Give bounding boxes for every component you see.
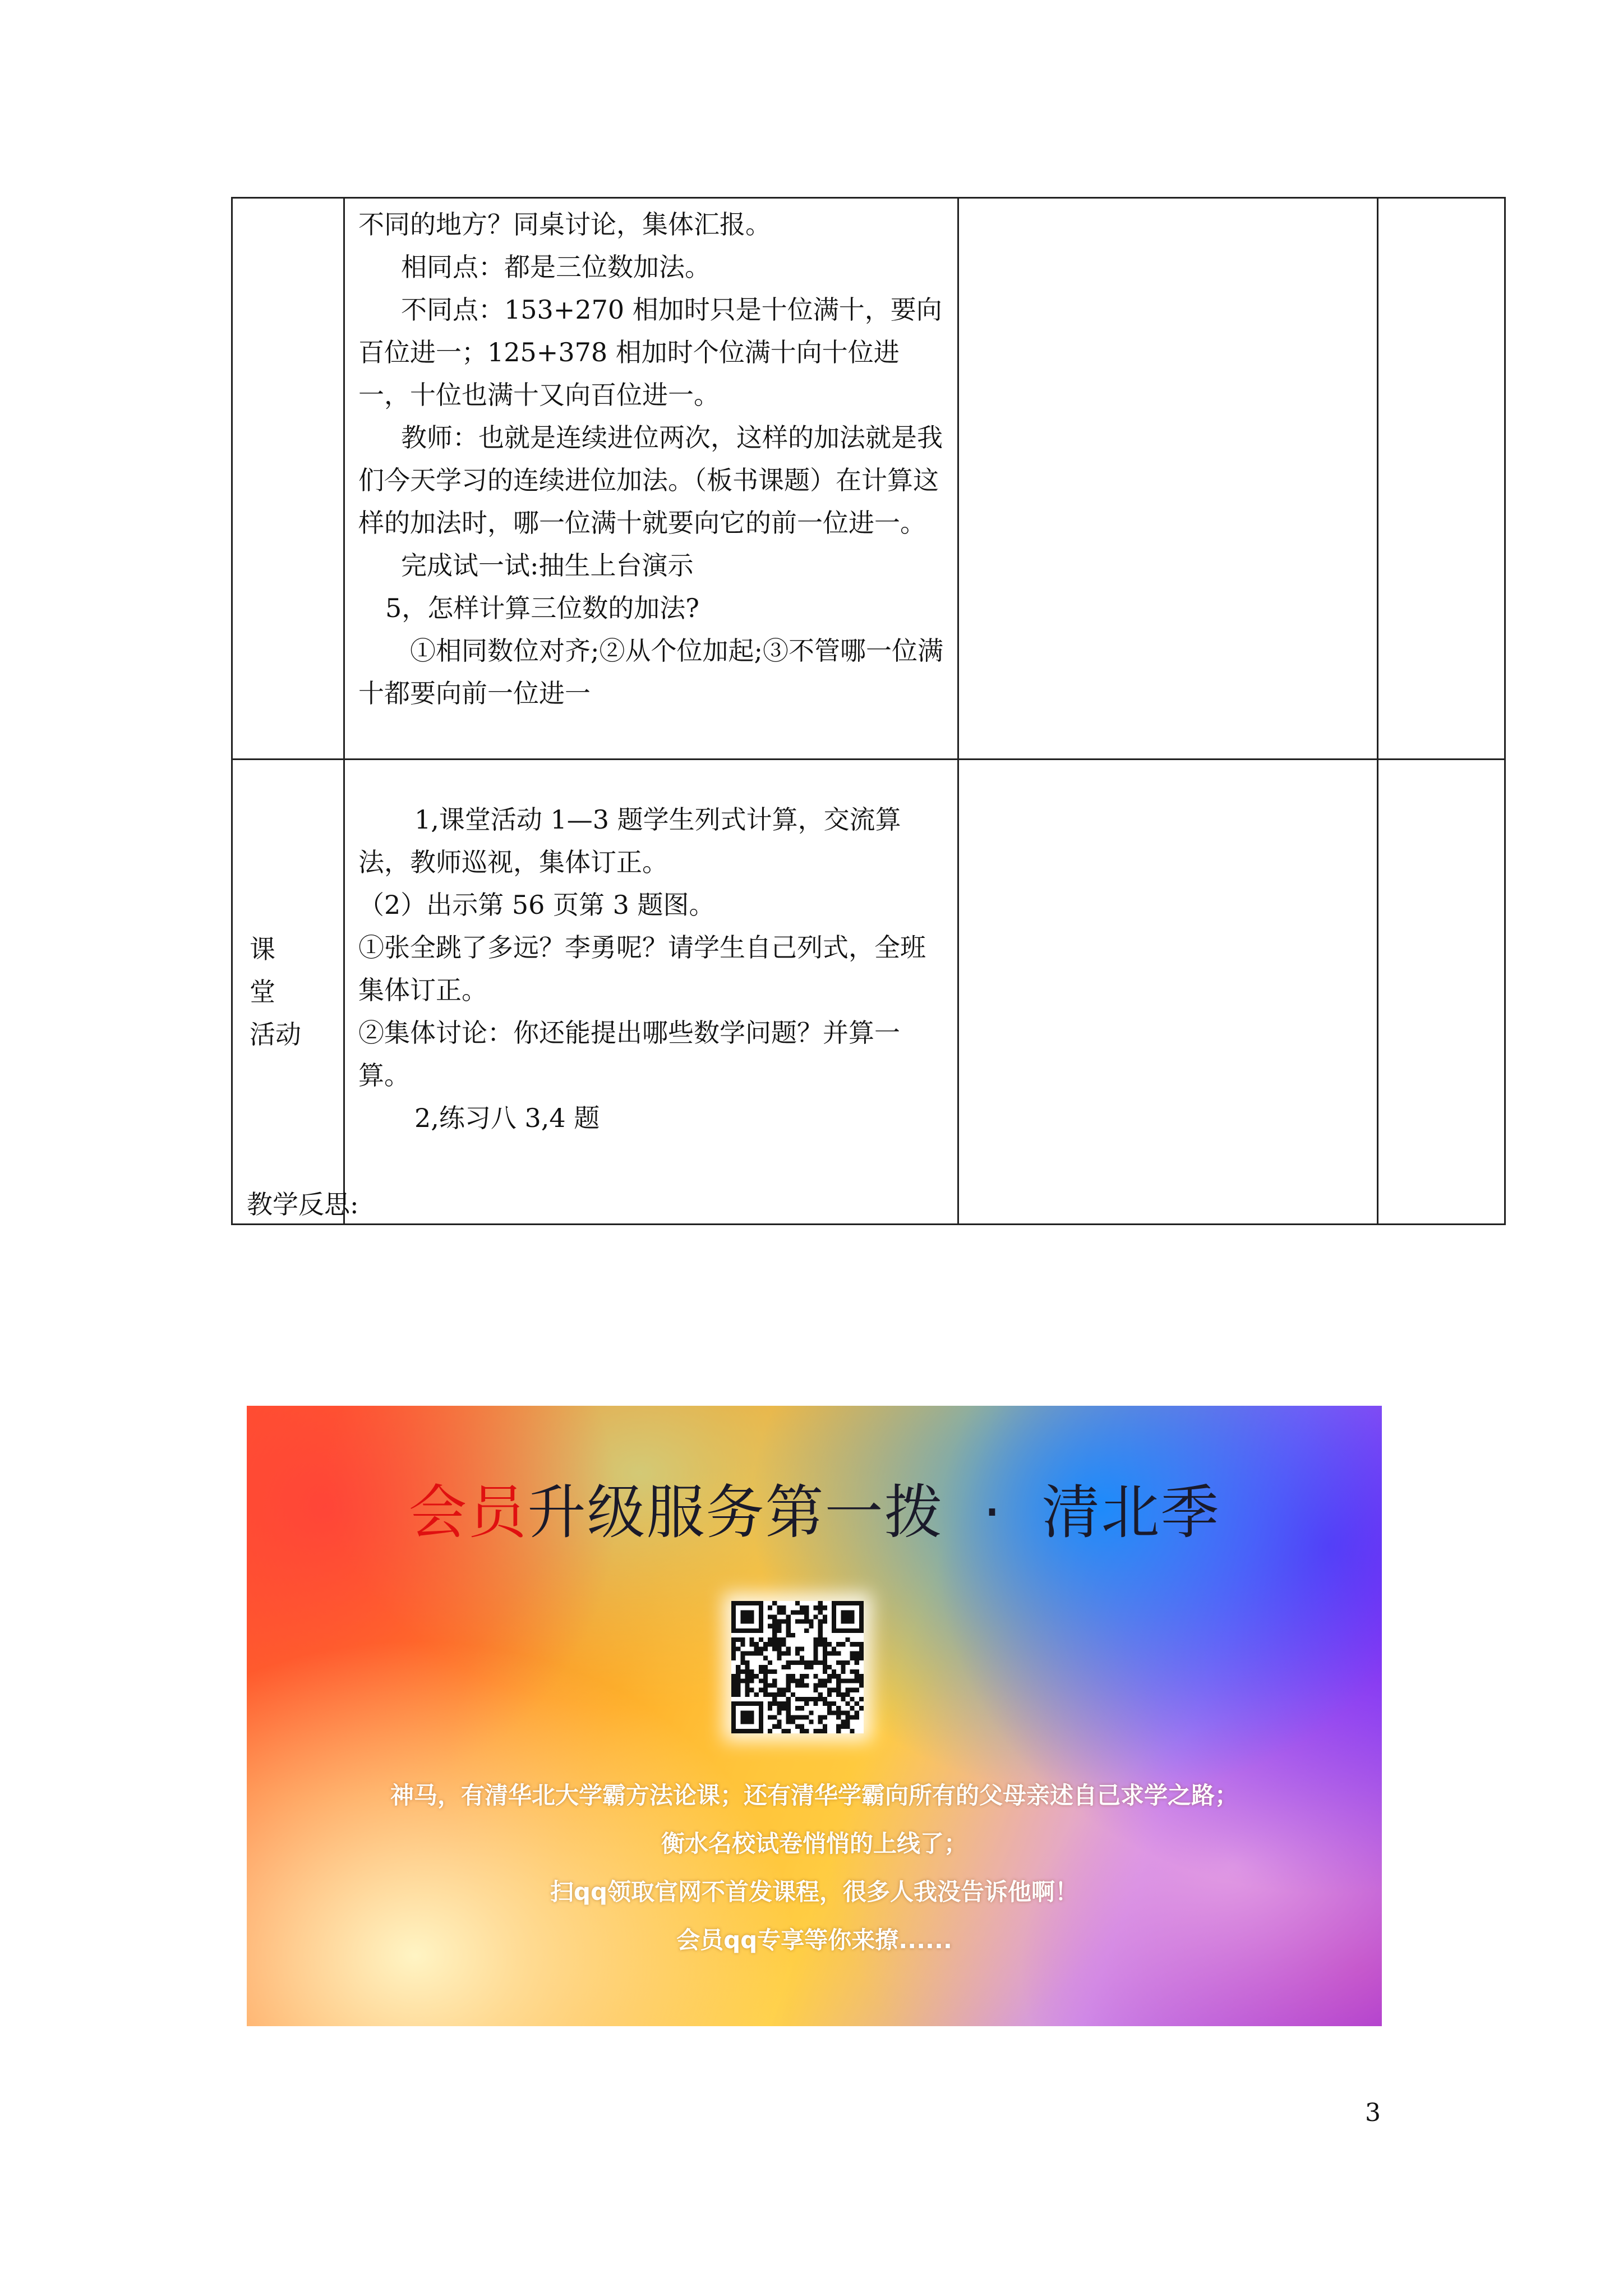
banner-title-dot: ·	[983, 1478, 1003, 1547]
empty-cell	[958, 760, 1378, 1225]
content-line: ①张全跳了多远？李勇呢？请学生自己列式，全班集体订正。	[358, 932, 926, 1005]
label-cell-2	[232, 760, 344, 1225]
empty-cell	[958, 198, 1378, 760]
banner-title-main: 升级服务第一拨	[527, 1478, 944, 1547]
reflection-label: 教学反思:	[247, 1189, 359, 1220]
content-line: 教师：也就是连续进位两次，这样的加法就是我们今天学习的连续进位加法。（板书课题）在计算这样的加法时，哪一位满十就要向它的前一位进一。	[358, 422, 943, 538]
promo-banner[interactable]	[247, 1406, 1382, 2026]
content-line: （2）出示第 56 页第 3 题图。	[358, 890, 715, 920]
empty-cell	[1378, 760, 1505, 1225]
banner-text-block	[247, 1772, 1382, 1964]
table-row	[232, 760, 1505, 1225]
content-line: 2,练习八 3,4 题	[414, 1103, 600, 1133]
empty-cell	[1378, 198, 1505, 760]
page-number: 3	[1365, 2099, 1381, 2127]
banner-title-season: 清北季	[1041, 1478, 1220, 1547]
lesson-table	[231, 197, 1506, 1225]
content-line: 1,课堂活动 1—3 题学生列式计算，交流算法，教师巡视，集体订正。	[358, 804, 901, 877]
content-cell-1	[344, 198, 958, 760]
content-line: 5，怎样计算三位数的加法?	[385, 593, 699, 623]
banner-title-highlight: 会员	[408, 1478, 528, 1547]
content-line: 完成试一试:抽生上台演示	[401, 550, 694, 581]
content-line: 不同的地方？同桌讨论，集体汇报。	[358, 209, 771, 240]
banner-line: 衡水名校试卷悄悄的上线了；	[661, 1830, 967, 1857]
row-label-line2: 活动	[250, 1019, 301, 1050]
banner-line: 会员qq专享等你来撩......	[676, 1926, 952, 1954]
content-line: 不同点：153+270 相加时只是十位满十，要向百位进一；125+378 相加时个位满十向十位进一，十位也满十又向百位进一。	[358, 295, 942, 410]
table-row	[232, 198, 1505, 760]
row-label-line1: 课堂	[250, 934, 315, 1007]
banner-line: 神马，有清华北大学霸方法论课；还有清华学霸向所有的父母亲述自己求学之路；	[390, 1782, 1238, 1809]
content-line: ①相同数位对齐;②从个位加起;③不管哪一位满十都要向前一位进一	[358, 636, 943, 708]
banner-title	[247, 1473, 1382, 1552]
content-line: 相同点：都是三位数加法。	[401, 252, 711, 282]
banner-line: 扫qq领取官网不首发课程，很多人我没告诉他啊！	[550, 1878, 1079, 1906]
label-cell-1	[232, 198, 344, 760]
content-cell-2	[344, 760, 958, 1225]
qr-code-icon[interactable]	[731, 1601, 864, 1733]
content-line: ②集体讨论：你还能提出哪些数学问题？并算一算。	[358, 1018, 900, 1091]
